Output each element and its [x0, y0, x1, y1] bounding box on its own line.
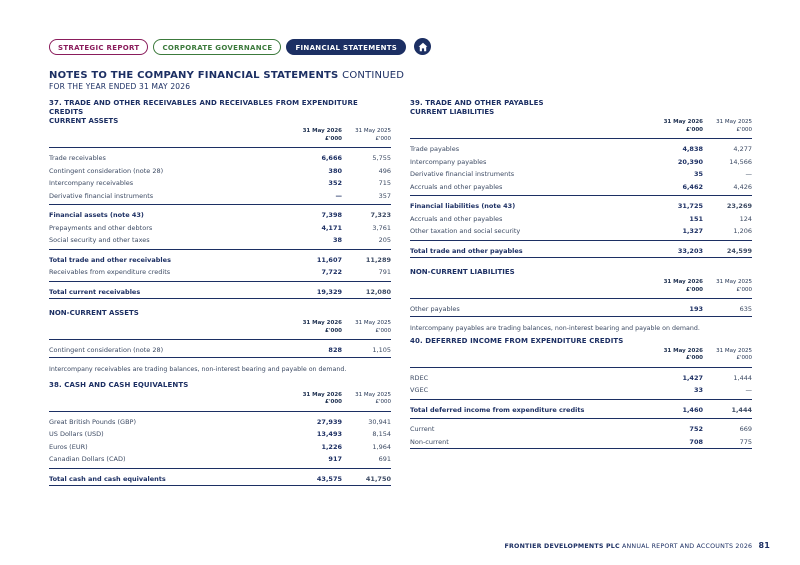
note39-title: 39. TRADE AND OTHER PAYABLES: [410, 99, 544, 107]
left-column: [49, 99, 391, 486]
table-row: Euros (EUR) 1,226 1,964: [49, 442, 391, 451]
page-footer: [470, 541, 770, 550]
table-row: Intercompany payables 20,390 14,566: [410, 157, 752, 166]
table-row: US Dollars (USD) 13,493 8,154: [49, 430, 391, 438]
table-row: Great British Pounds (GBP) 27,939 30,941: [49, 417, 391, 426]
table-row: Other payables 193 635: [410, 303, 752, 317]
column-header: 31 May 2026 £'000 31 May 2025 £'000: [410, 346, 752, 368]
column-header: 31 May 2026 £'000 31 May 2025 £'000: [410, 277, 752, 299]
noncurrent-assets-title: NON-CURRENT ASSETS: [49, 309, 139, 317]
noncurrent-liabilities-title: NON-CURRENT LIABILITIES: [410, 268, 515, 276]
note37-footnote: Intercompany receivables are trading balances, non-interest bearing and payable on demand.: [49, 365, 347, 373]
home-icon: [418, 42, 428, 52]
table-row: VGEC 33 —: [410, 386, 752, 394]
note40-title: 40. DEFERRED INCOME FROM EXPENDITURE CREDITS: [410, 336, 624, 345]
table-row: Accruals and other payables 6,462 4,426: [410, 182, 752, 191]
table-row: Derivative financial instruments — 357: [49, 191, 391, 200]
page-subtitle: FOR THE YEAR ENDED 31 MAY 2026: [49, 82, 191, 91]
page-number: 81: [758, 541, 770, 550]
current-assets-title: CURRENT ASSETS: [49, 117, 119, 125]
footer-company: FRONTIER DEVELOPMENTS PLC: [504, 543, 620, 550]
section-nav: [49, 38, 431, 55]
home-button[interactable]: [414, 38, 431, 55]
note38-title: 38. CASH AND CASH EQUIVALENTS: [49, 380, 189, 389]
right-column: [410, 99, 752, 449]
footer-report: ANNUAL REPORT AND ACCOUNTS 2026: [622, 543, 753, 550]
tab-financial-statements[interactable]: FINANCIAL STATEMENTS: [286, 39, 406, 55]
table-row: RDEC 1,427 1,444: [410, 373, 752, 382]
table-row: Non-current 708 775: [410, 436, 752, 450]
tab-corporate-governance[interactable]: CORPORATE GOVERNANCE: [153, 39, 281, 55]
table-row: Prepayments and other debtors 4,171 3,761: [49, 223, 391, 232]
table-row: Other taxation and social security 1,327 1,206: [410, 227, 752, 235]
table-row: Contingent consideration (note 28) 380 496: [49, 166, 391, 175]
table-row: Derivative financial instruments 35 —: [410, 170, 752, 178]
table-row: Trade receivables 6,666 5,755: [49, 154, 391, 162]
table-row: Contingent consideration (note 28) 828 1,105: [49, 344, 391, 358]
column-header: 31 May 2026 £'000 31 May 2025 £'000: [49, 390, 391, 412]
current-liabilities-title: CURRENT LIABILITIES: [410, 108, 495, 116]
column-header: 31 May 2026 £'000 31 May 2025 £'000: [410, 117, 752, 139]
table-row-total: Total deferred income from expenditure credits 1,460 1,444: [410, 405, 752, 414]
table-row-total: Total trade and other payables 33,203 24,599: [410, 245, 752, 259]
table-row: Canadian Dollars (CAD) 917 691: [49, 455, 391, 463]
page-title: NOTES TO THE COMPANY FINANCIAL STATEMENTS CONTINUED: [49, 70, 405, 81]
column-header: 31 May 2026 £'000 31 May 2025 £'000: [49, 126, 391, 148]
table-row: Total trade and other receivables 11,607 11,289: [49, 255, 391, 264]
table-row-total: Total cash and cash equivalents 43,575 41,750: [49, 473, 391, 487]
note37-title: 37. TRADE AND OTHER RECEIVABLES AND RECEIVABLES FROM EXPENDITURE CREDITS: [49, 99, 358, 116]
table-row: Intercompany receivables 352 715: [49, 179, 391, 187]
table-row: Accruals and other payables 151 124: [410, 214, 752, 223]
note39-footnote: Intercompany payables are trading balances, non-interest bearing and payable on demand.: [410, 324, 700, 332]
column-header: 31 May 2026 £'000 31 May 2025 £'000: [49, 318, 391, 340]
table-row: Receivables from expenditure credits 7,722 791: [49, 268, 391, 276]
table-row: Social security and other taxes 38 205: [49, 236, 391, 244]
table-row: Current 752 669: [410, 425, 752, 433]
table-row: Trade payables 4,838 4,277: [410, 145, 752, 153]
tab-strategic-report[interactable]: STRATEGIC REPORT: [49, 39, 148, 55]
table-row: Financial liabilities (note 43) 31,725 23,269: [410, 202, 752, 210]
table-row-total: Total current receivables 19,329 12,080: [49, 286, 391, 300]
table-row: Financial assets (note 43) 7,398 7,323: [49, 211, 391, 219]
